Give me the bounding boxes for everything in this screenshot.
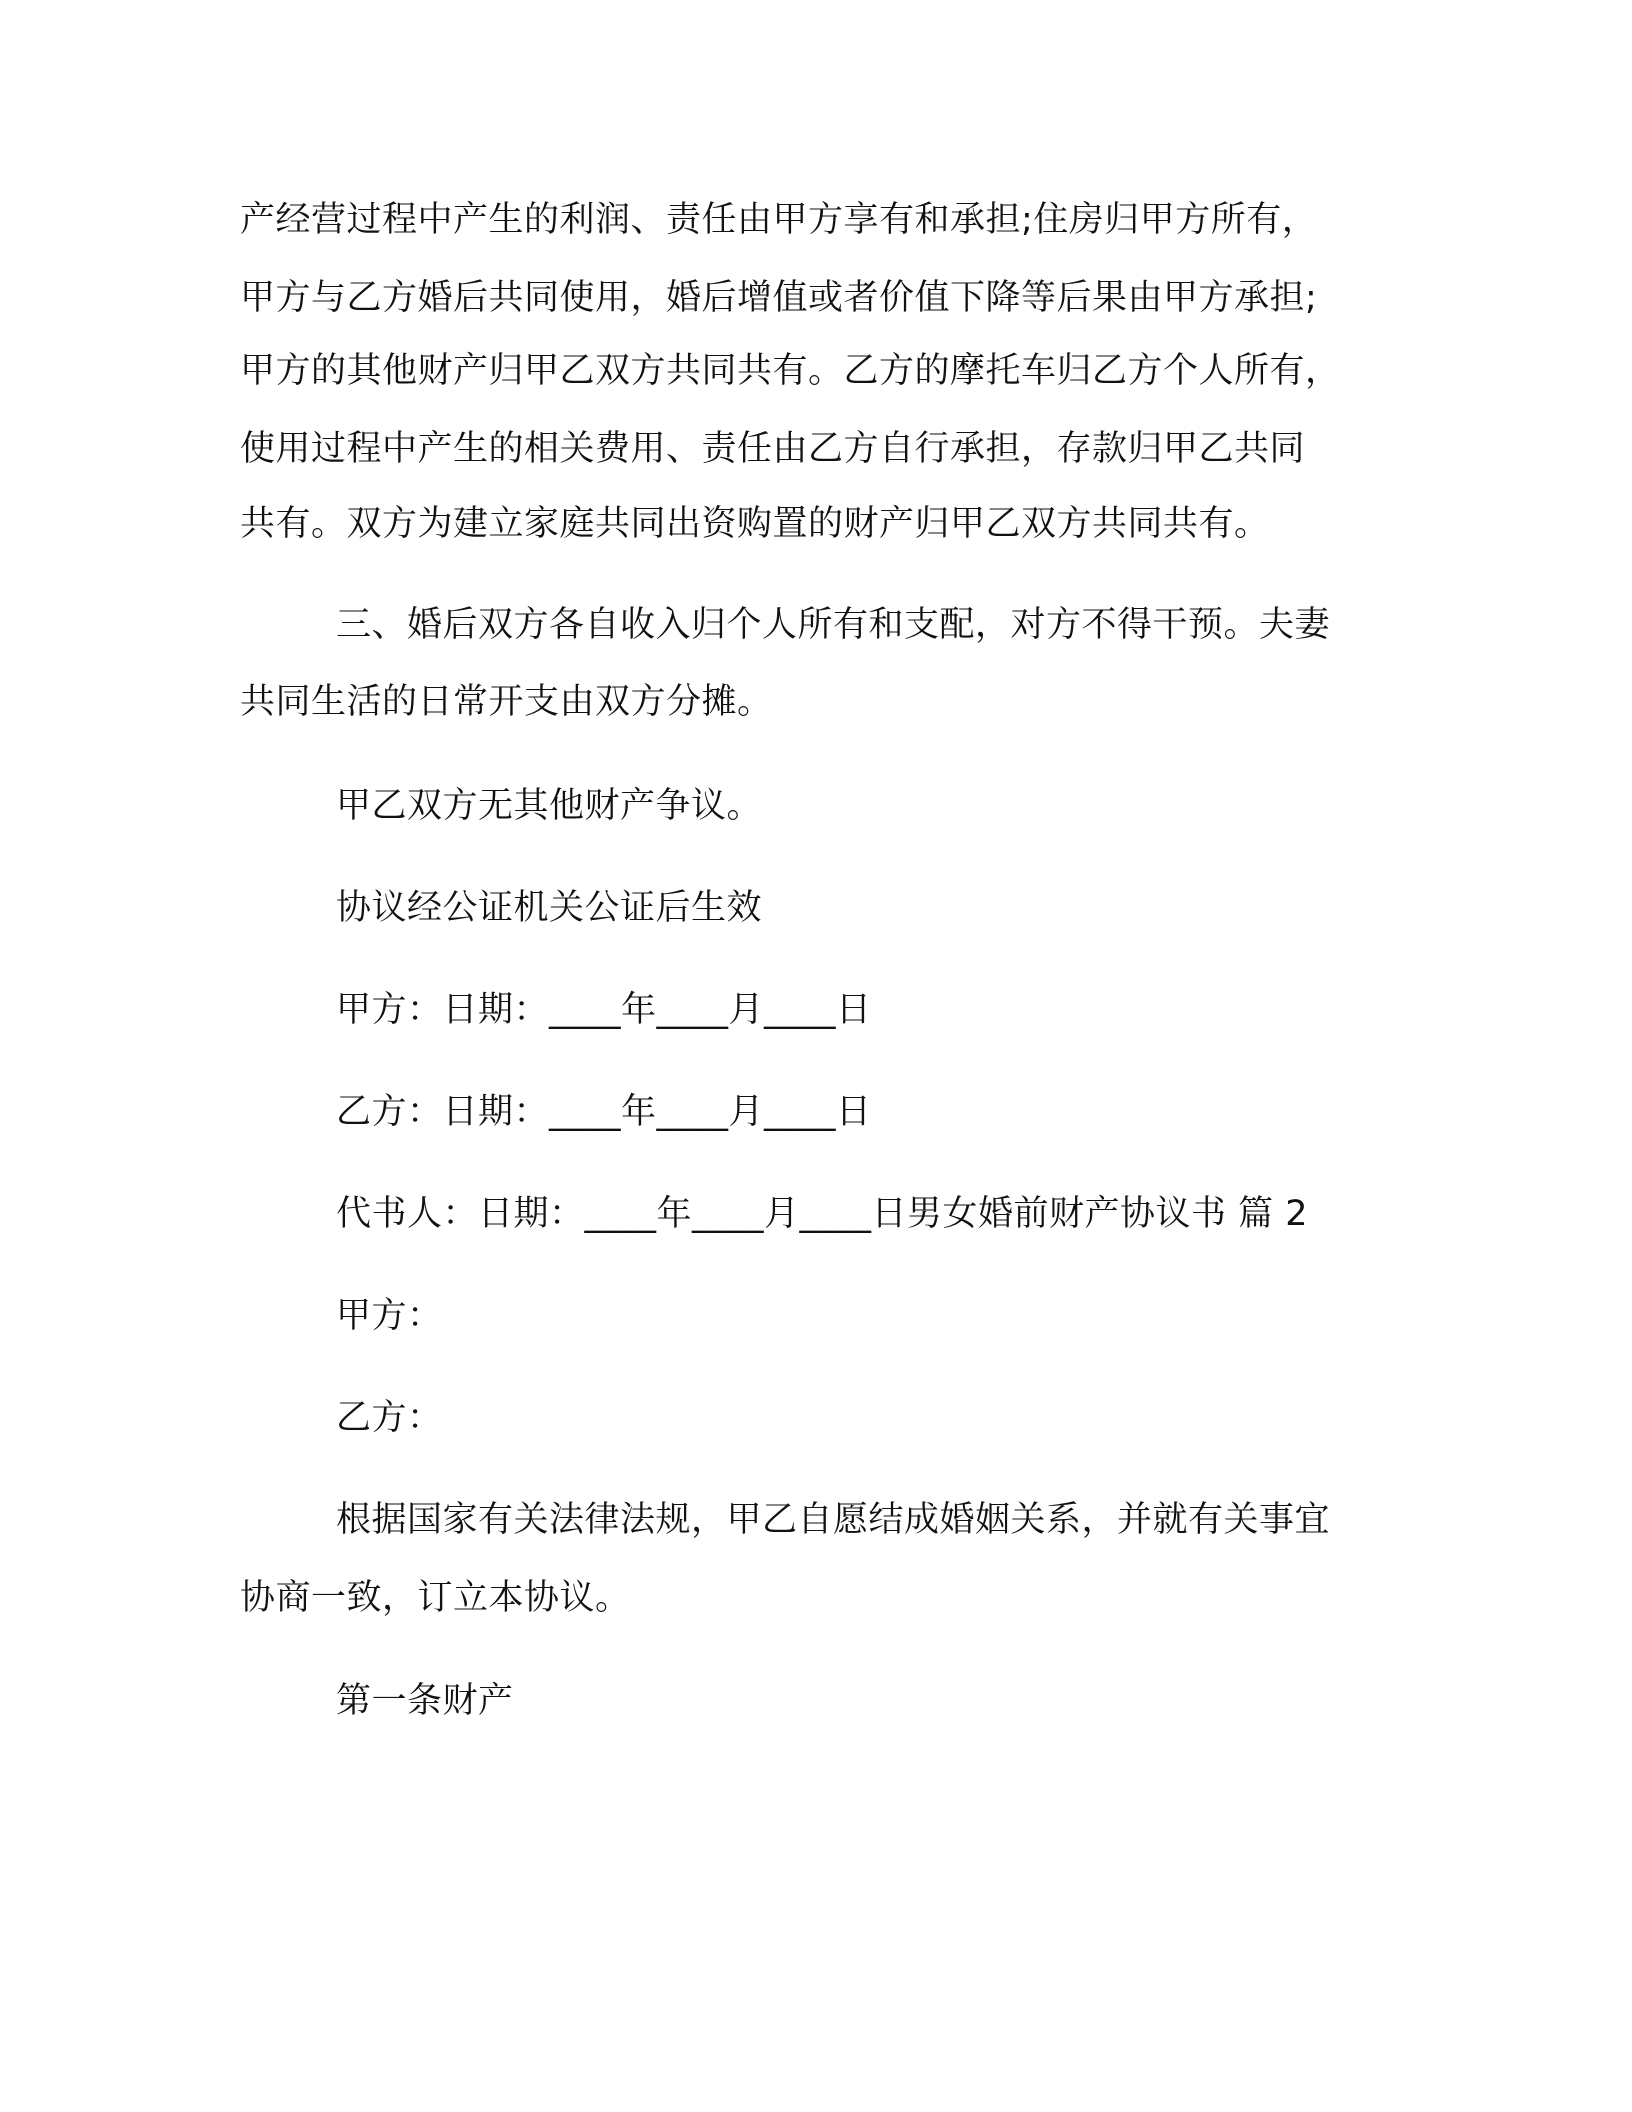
text-line: 共同生活的日常开支由双方分摊。 [240,682,773,722]
signature-line-scribe: 代书人：日期：____年____月____日男女婚前财产协议书 篇 2 [336,1194,1309,1234]
paragraph-line: 甲乙双方无其他财产争议。 [336,786,763,826]
paragraph-start-line: 三、婚后双方各自收入归个人所有和支配，对方不得干预。夫妻 [336,605,1331,645]
section-heading: 第一条财产 [336,1681,514,1721]
signature-line-party-b: 乙方：日期：____年____月____日 [336,1092,872,1132]
signature-line-party-a: 甲方：日期：____年____月____日 [336,990,872,1030]
paragraph-line: 协议经公证机关公证后生效 [336,888,763,928]
text-line: 协商一致，订立本协议。 [240,1578,631,1618]
text-line: 产经营过程中产生的利润、责任由甲方享有和承担;住房归甲方所有， [240,200,1318,240]
party-b-label: 乙方： [336,1398,443,1438]
text-line: 共有。双方为建立家庭共同出资购置的财产归甲乙双方共同共有。 [240,504,1270,544]
text-line: 甲方与乙方婚后共同使用，婚后增值或者价值下降等后果由甲方承担; [240,278,1318,318]
text-line: 使用过程中产生的相关费用、责任由乙方自行承担，存款归甲乙共同 [240,429,1306,469]
text-line: 甲方的其他财产归甲乙双方共同共有。乙方的摩托车归乙方个人所有， [240,351,1341,391]
party-a-label: 甲方： [336,1296,443,1336]
paragraph-start-line: 根据国家有关法律法规，甲乙自愿结成婚姻关系，并就有关事宜 [336,1500,1331,1540]
